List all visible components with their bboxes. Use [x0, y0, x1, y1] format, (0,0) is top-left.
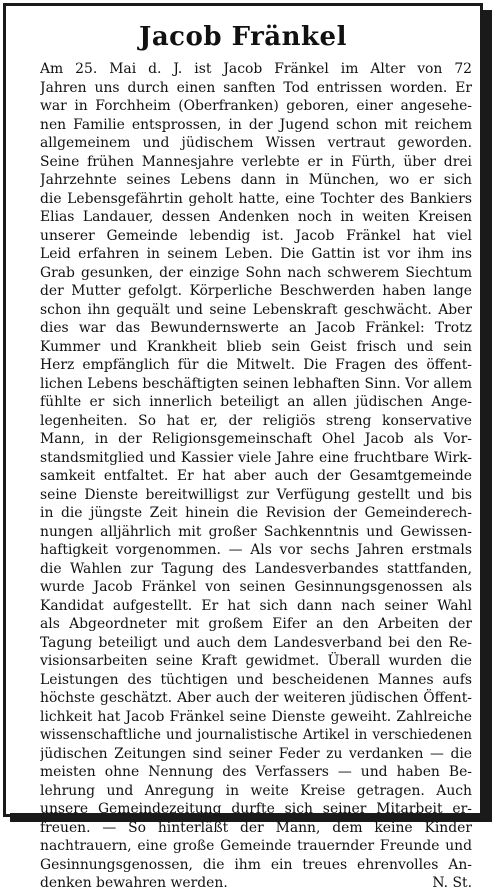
article-line: der Mutter gefolgt. Körperliche Beschwerden haben lange	[40, 283, 472, 299]
author-signature: N. St.	[432, 875, 472, 891]
article-line: freuen. — So hinterläßt der Mann, dem keine Kinder	[40, 819, 472, 836]
article-line: legenheiten. So hat er, der religiös streng konservative	[40, 412, 472, 429]
article-line: Jahren uns durch einen sanften Tod entrissen worden. Er	[40, 79, 472, 96]
article-title: Jacob Fränkel	[139, 22, 347, 52]
article-line: Tagung beteiligt und auch dem Landesverband bei den Re-	[40, 634, 472, 651]
article-line: Seine frühen Mannesjahre verlebte er in Fürth, über drei	[40, 153, 472, 170]
article-line: dies war das Bewundernswerte an Jacob Fränkel: Trotz	[40, 320, 472, 336]
article-line: lehrung und Anregung in weite Kreise getragen. Auch	[40, 782, 472, 799]
frame-shadow-right	[483, 10, 492, 822]
article-line: fühlte er sich innerlich beteiligt an allen jüdischen Ange-	[40, 394, 472, 410]
article-line: Kummer und Krankheit blieb sein Geist frisch und sein	[40, 338, 472, 355]
article-line: haftigkeit vorgenommen. — Als vor sechs Jahren erstmals	[40, 542, 472, 558]
article-line: wissenschaftliche und journalistische Artikel in verschiedenen	[40, 727, 472, 743]
article-line: Grab gesunken, der einzige Sohn nach schwerem Siechtum	[40, 264, 472, 281]
article-line: Am 25. Mai d. J. ist Jacob Fränkel im Alter von 72	[40, 61, 472, 77]
article-line: war in Forchheim (Oberfranken) geboren, einer angesehe-	[40, 98, 472, 114]
article-line: lichkeit hat Jacob Fränkel seine Dienste geweiht. Zahlreiche	[40, 708, 472, 725]
article-line: seine Dienste bereitwilligst zur Verfügung gestellt und bis	[40, 486, 472, 503]
article-line: Leistungen des tüchtigen und bescheidenen Mannes aufs	[40, 671, 472, 688]
article-line: die Wahlen zur Tagung des Landesverbandes stattfanden,	[40, 560, 472, 577]
article-line: unserer Gemeinde lebendig ist. Jacob Fränkel hat viel	[40, 227, 472, 244]
article-line: in die jüngste Zeit hinein die Revision der Gemeinderech-	[40, 505, 472, 521]
article-line: als Abgeordneter mit großem Eifer an den Arbeiten der	[40, 616, 472, 632]
last-line-text: denken bewahren werden.	[40, 875, 228, 891]
article-line: höchste geschätzt. Aber auch der weiteren jüdischen Öffent-	[40, 690, 472, 706]
article-line: Jahrzehnte seines Lebens dann in München, wo er sich	[40, 172, 472, 188]
article-line: nen Familie entsprossen, in der Jugend schon mit reichem	[40, 116, 472, 133]
article-last-line	[40, 874, 472, 893]
article-line: schon ihn gequält und seine Lebenskraft geschwächt. Aber	[40, 301, 472, 318]
article-line: visionsarbeiten seine Kraft gewidmet. Überall wurden die	[40, 653, 472, 669]
article-line: nungen alljährlich mit großer Sachkenntnis und Gewissen-	[40, 523, 472, 540]
article-line: nachtrauern, eine große Gemeinde trauernder Freunde und	[40, 838, 472, 854]
article-line: Herz empfänglich für die Mitwelt. Die Fragen des öffent-	[40, 357, 472, 373]
article-line: meisten ohne Nennung des Verfassers — und haben Be-	[40, 764, 472, 780]
article-line: samkeit entfaltet. Er hat aber auch der Gesamtgemeinde	[40, 468, 472, 484]
article-line: Kandidat aufgestellt. Er hat sich dann nach seiner Wahl	[40, 597, 472, 614]
article-line: wurde Jacob Fränkel von seinen Gesinnungsgenossen als	[40, 579, 472, 595]
article-line: Mann, in der Religionsgemeinschaft Ohel Jacob als Vor-	[40, 431, 472, 447]
article-line: die Lebensgefährtin geholt hatte, eine Tochter des Bankiers	[40, 190, 472, 207]
article-line: Leid erfahren in seinem Leben. Die Gattin ist vor ihm ins	[40, 246, 472, 262]
article-line: Elias Landauer, dessen Andenken noch in weiten Kreisen	[40, 209, 472, 225]
article-body	[40, 60, 472, 893]
article-line: jüdischen Zeitungen sind seiner Feder zu verdanken — die	[40, 745, 472, 762]
article-line: standsmitglied und Kassier viele Jahre eine fruchtbare Wirk-	[40, 449, 472, 466]
article-line: unsere Gemeindezeitung durfte sich seiner Mitarbeit er-	[40, 801, 472, 817]
article-line: lichen Lebens beschäftigten seinen lebhaften Sinn. Vor allem	[40, 375, 472, 392]
article-line: allgemeinem und jüdischem Wissen vertraut geworden.	[40, 135, 472, 151]
article-line: Gesinnungsgenossen, die ihm ein treues ehrenvolles An-	[40, 856, 472, 873]
